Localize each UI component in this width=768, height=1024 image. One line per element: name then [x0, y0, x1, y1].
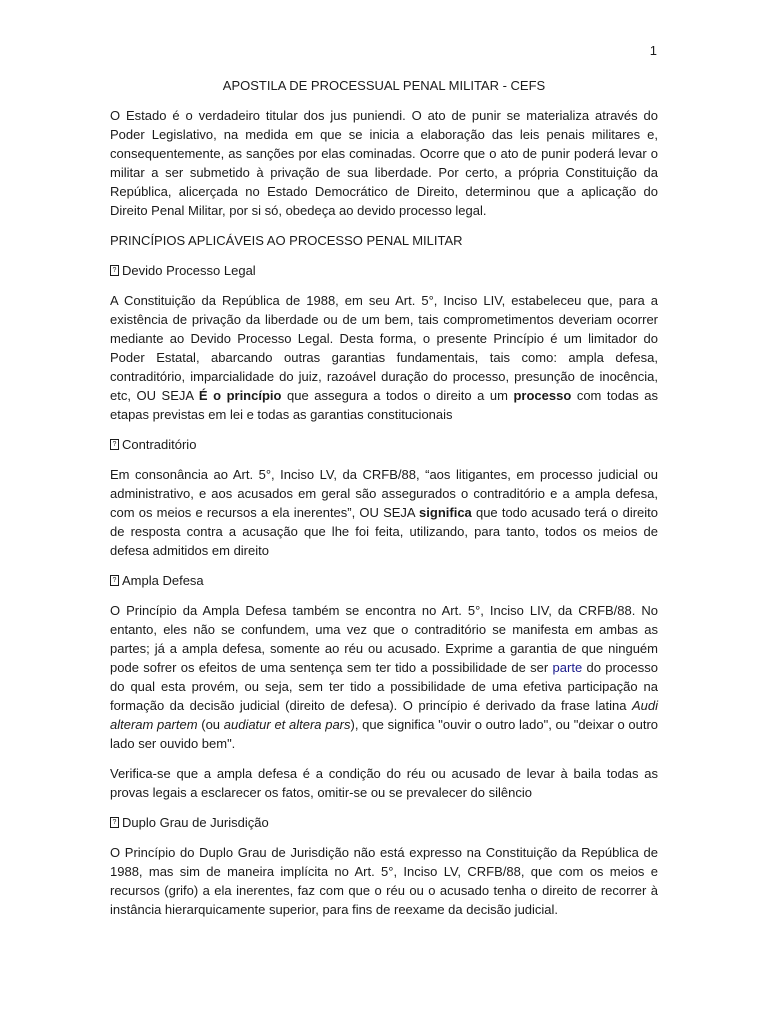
- duplo-grau-heading: [110, 813, 658, 832]
- document-body: [110, 76, 658, 930]
- text-run: A Constituição da República de 1988, em seu Art. 5°, Inciso LIV, estabeleceu que, para a existência de privação da liberdade ou de um bem, tais comprometimentos deveriam ocorrer mediante ao Devido Processo Legal. Desta forma, o presente Princípio é um limitador do Poder Estatal, abarcando outras garantias fundamentais, tais como: ampla defesa, contraditório, imparcialidade do juiz, razoável duração do processo, presunção de inocência, etc, OU SEJA: [110, 293, 658, 403]
- text-run: que assegura a todos o direito a um: [281, 388, 514, 403]
- document-title: APOSTILA DE PROCESSUAL PENAL MILITAR - CEFS: [222, 78, 546, 93]
- intro-paragraph: O Estado é o verdadeiro titular dos jus puniendi. O ato de punir se materializa através do Poder Legislativo, na medida em que se inicia a elaboração das leis penais militares e, consequentemente, as sanções por elas cominadas. Ocorre que o ato de punir poderá levar o militar a ser submetido à privação de sua liberdade. Por certo, a própria Constituição da República, alicerçada no Estado Democrático de Direito, determinou que a aplicação do Direito Penal Militar, por si só, obedeça ao devido processo legal.: [110, 108, 658, 218]
- ampla-defesa-title: Ampla Defesa: [122, 573, 204, 588]
- italic-run: Audi alteram partem: [110, 698, 658, 732]
- ampla-defesa-heading: [110, 571, 658, 590]
- text-run: ), que significa "ouvir o outro lado", ou "deixar o outro lado ser ouvido bem".: [110, 717, 659, 751]
- italic-run: audiatur et altera pars: [223, 717, 351, 732]
- text-run: do processo do qual esta provém, ou seja, sem ter tido a possibilidade de uma efetiva participação na formação da decisão judicial (direito de defesa). O princípio é derivado da frase latina: [110, 660, 659, 713]
- devido-processo-paragraph: [110, 291, 658, 424]
- devido-processo-heading: [110, 261, 658, 280]
- contraditorio-heading: [110, 435, 658, 454]
- bold-run: É o princípio: [198, 388, 282, 403]
- text-run: que todo acusado terá o direito de resposta contra a acusação que lhe foi feita, utilizando, para tanto, todos os meios de defesa admitidos em direito: [110, 505, 658, 558]
- duplo-grau-paragraph: O Princípio do Duplo Grau de Jurisdição não está expresso na Constituição da República de 1988, mas sim de maneira implícita no Art. 5°, Inciso LV, CRFB/88, que com os meios e recursos (grifo) a ela inerentes, faz com que o réu ou o acusado tenha o direito de recorrer à instância hierarquicamente superior, para fins de reexame da decisão judicial.: [110, 845, 658, 917]
- text-run: O Princípio da Ampla Defesa também se encontra no Art. 5°, Inciso LIV, da CRFB/88. No entanto, eles não se confundem, uma vez que o contraditório se manifesta em ambas as partes; já a ampla defesa, somente ao réu ou acusado. Exprime a garantia de que ninguém pode sofrer os efeitos de uma sentença sem ter tido a possibilidade de ser: [110, 603, 658, 675]
- missing-glyph-icon: ?: [110, 575, 119, 586]
- missing-glyph-icon: ?: [110, 265, 119, 276]
- text-run: (ou: [197, 717, 224, 732]
- bold-run: significa: [419, 505, 472, 520]
- text-run: com todas as etapas previstas em lei e todas as garantias constitucionais: [110, 388, 658, 422]
- missing-glyph-icon: ?: [110, 439, 119, 450]
- missing-glyph-icon: ?: [110, 817, 119, 828]
- ampla-defesa-paragraph: [110, 601, 658, 753]
- contraditorio-title: Contraditório: [122, 437, 197, 452]
- page-number: 1: [649, 43, 657, 58]
- principles-heading: PRINCÍPIOS APLICÁVEIS AO PROCESSO PENAL MILITAR: [110, 233, 463, 248]
- duplo-grau-title: Duplo Grau de Jurisdição: [122, 815, 269, 830]
- text-run: Em consonância ao Art. 5°, Inciso LV, da CRFB/88, “aos litigantes, em processo judicial ou administrativo, e aos acusados em geral são assegurados o contraditório e a ampla defesa, com os meios e recursos a ela inerentes”, OU SEJA: [110, 467, 658, 520]
- bold-run: processo: [513, 388, 572, 403]
- contraditorio-paragraph: [110, 465, 658, 560]
- ampla-defesa-paragraph-2: Verifica-se que a ampla defesa é a condição do réu ou acusado de levar à baila todas as provas legais a esclarecer os fatos, omitir-se ou se prevalecer do silêncio: [110, 766, 658, 800]
- parte-link[interactable]: parte: [552, 660, 583, 675]
- devido-processo-title: Devido Processo Legal: [122, 263, 256, 278]
